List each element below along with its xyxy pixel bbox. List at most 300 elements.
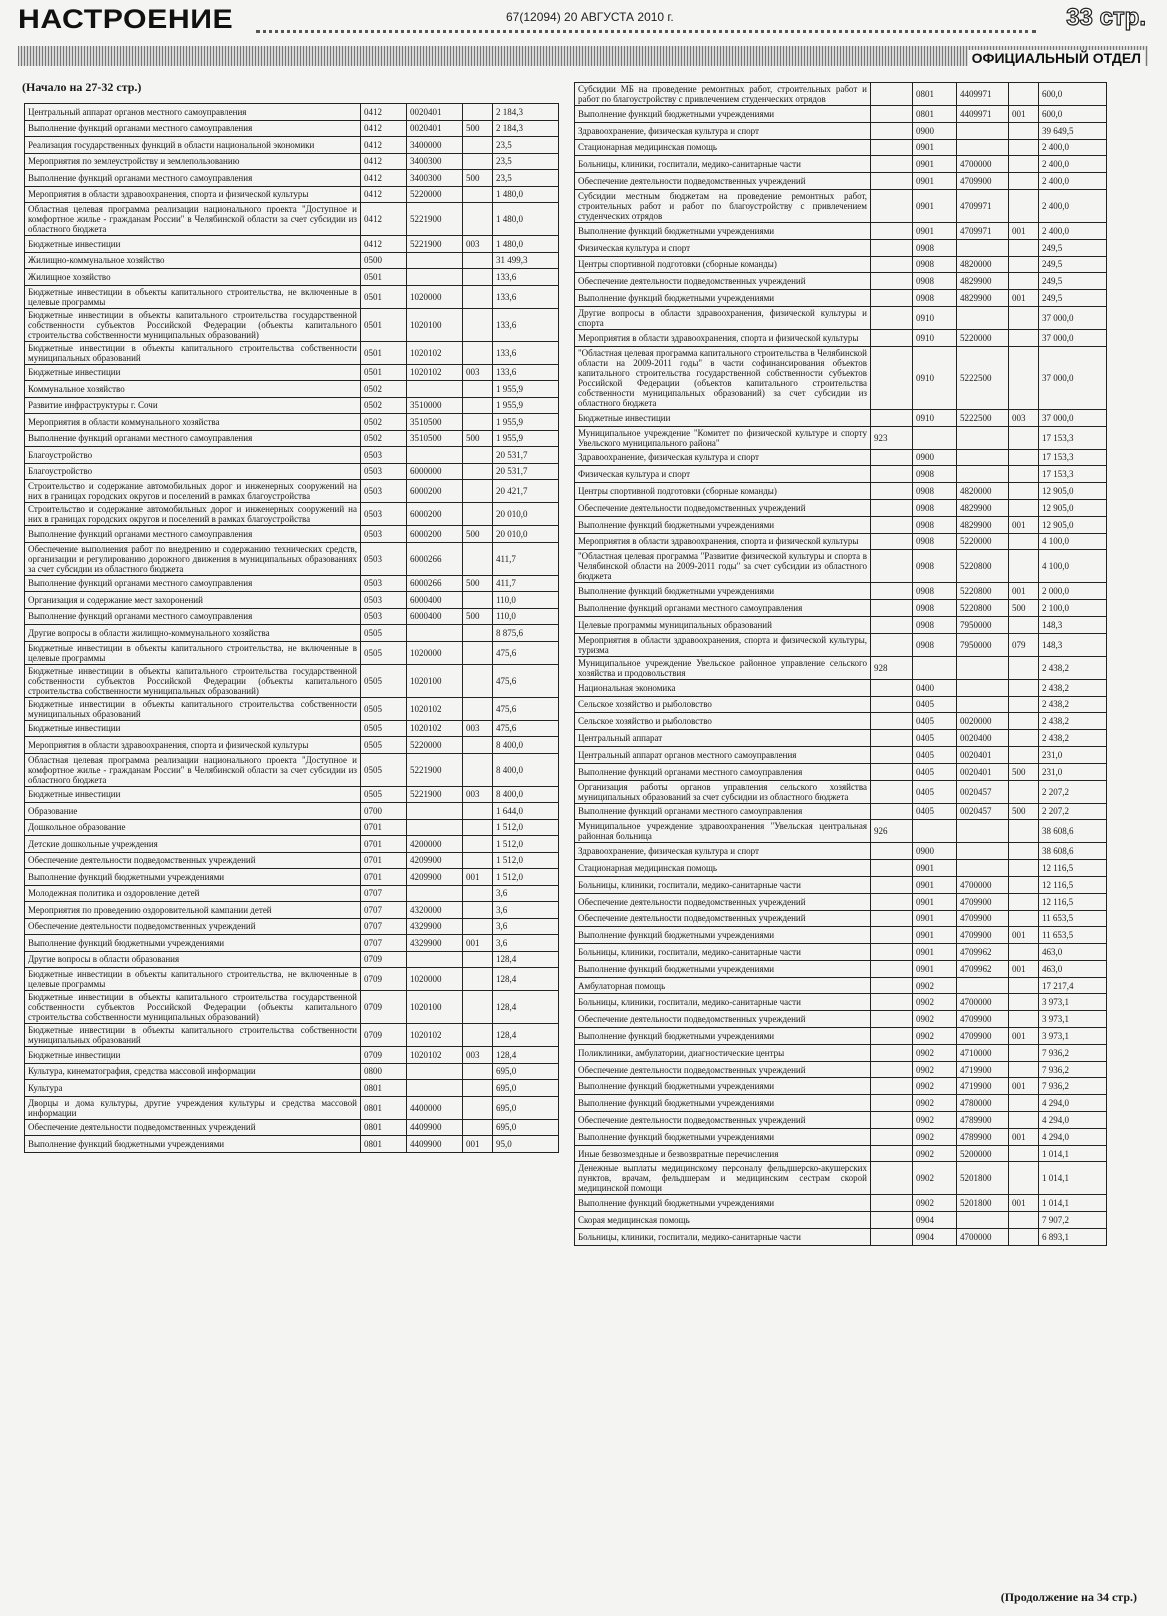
row-value: 0020401 [957, 746, 1009, 763]
row-value: 4789900 [957, 1112, 1009, 1129]
row-value: 0502 [361, 414, 407, 431]
row-value: 0405 [913, 713, 957, 730]
row-value: 0908 [913, 516, 957, 533]
table-row [25, 991, 559, 1024]
row-value [463, 1119, 493, 1136]
row-label: Бюджетные инвестиции в объекты капитального строительства государственной собственности субъектов Российской Федерации (объекты капитального строительства собственности муниципальных образований) [25, 991, 361, 1024]
row-value: 4700000 [957, 156, 1009, 173]
row-value: 500 [463, 170, 493, 187]
row-value [871, 803, 913, 820]
row-value: 695,0 [493, 1063, 559, 1080]
table-row [575, 1112, 1107, 1129]
row-value: 4409900 [407, 1136, 463, 1153]
row-value: 0020400 [957, 730, 1009, 747]
row-label: Благоустройство [25, 463, 361, 480]
row-label: Центральный аппарат [575, 730, 871, 747]
table-row [25, 381, 559, 398]
row-value [463, 269, 493, 286]
row-value: 2 438,2 [1039, 730, 1107, 747]
row-label: Выполнение функций бюджетными учреждениями [25, 1136, 361, 1153]
row-label: "Областная целевая программа "Развитие физической культуры и спорта в Челябинской области на 2009-2011 годы" за счет субсидии из областного бюджета [575, 550, 871, 583]
row-label: Строительство и содержание автомобильных дорог и инженерных сооружений на них в границах городских округов и поселений в рамках благоустройства [25, 503, 361, 526]
row-value: 17 153,3 [1039, 449, 1107, 466]
row-value: 0902 [913, 1078, 957, 1095]
row-label: Бюджетные инвестиции [25, 786, 361, 803]
row-value: 2 184,3 [493, 120, 559, 137]
row-value [871, 273, 913, 290]
row-value: 0901 [913, 173, 957, 190]
row-label: Больницы, клиники, госпитали, медико-санитарные части [575, 994, 871, 1011]
row-value: 1020102 [407, 341, 463, 364]
row-value [1009, 533, 1039, 550]
row-value: 133,6 [493, 364, 559, 381]
row-value: 4709900 [957, 1028, 1009, 1045]
row-value: 6000200 [407, 526, 463, 543]
row-value: 4329900 [407, 918, 463, 935]
row-value: 0501 [361, 341, 407, 364]
row-value: 0900 [913, 122, 957, 139]
row-value [957, 449, 1009, 466]
row-value: 923 [871, 426, 913, 449]
row-value [957, 656, 1009, 679]
row-value: 0412 [361, 120, 407, 137]
row-value: 0701 [361, 819, 407, 836]
row-value: 4789900 [957, 1128, 1009, 1145]
row-value: 0908 [913, 273, 957, 290]
row-value: 4709900 [957, 927, 1009, 944]
row-value [957, 139, 1009, 156]
row-value: 7950000 [957, 616, 1009, 633]
table-row [25, 364, 559, 381]
row-value: 475,6 [493, 641, 559, 664]
row-value [957, 122, 1009, 139]
row-value: 6000200 [407, 480, 463, 503]
row-value: 4709900 [957, 173, 1009, 190]
row-value: 1 955,9 [493, 414, 559, 431]
table-row [575, 977, 1107, 994]
row-value: 0405 [913, 696, 957, 713]
row-value: 2 438,2 [1039, 713, 1107, 730]
row-value [1009, 449, 1039, 466]
row-value: 6000266 [407, 542, 463, 575]
table-row [575, 730, 1107, 747]
row-value [463, 968, 493, 991]
row-value: 23,5 [493, 153, 559, 170]
row-value: 475,6 [493, 664, 559, 697]
table-row [575, 656, 1107, 679]
row-value: 4709900 [957, 910, 1009, 927]
row-label: Выполнение функций бюджетными учреждениями [25, 935, 361, 952]
table-row [575, 189, 1107, 222]
table-row [25, 397, 559, 414]
row-label: Молодежная политика и оздоровление детей [25, 885, 361, 902]
row-value: 3 973,1 [1039, 1028, 1107, 1045]
row-value: 0901 [913, 910, 957, 927]
row-value [1009, 1229, 1039, 1246]
row-value [871, 1145, 913, 1162]
row-value: 8 400,0 [493, 753, 559, 786]
row-label: Выполнение функций органами местного самоуправления [575, 600, 871, 617]
row-value: 001 [1009, 1195, 1039, 1212]
row-value [957, 696, 1009, 713]
row-value: 0904 [913, 1229, 957, 1246]
table-row [575, 550, 1107, 583]
table-row [575, 1145, 1107, 1162]
row-value [1009, 1112, 1039, 1129]
table-row [575, 1128, 1107, 1145]
row-value: 001 [463, 869, 493, 886]
row-label: Больницы, клиники, госпитали, медико-санитарные части [575, 1229, 871, 1246]
row-label: Выполнение функций бюджетными учреждениями [575, 1095, 871, 1112]
row-value [957, 820, 1009, 843]
row-label: Обеспечение деятельности подведомственных учреждений [25, 1119, 361, 1136]
row-value: 110,0 [493, 608, 559, 625]
row-label: Больницы, клиники, госпитали, медико-санитарные части [575, 944, 871, 961]
table-row [25, 968, 559, 991]
row-value: 695,0 [493, 1080, 559, 1097]
row-label: Обеспечение деятельности подведомственных учреждений [575, 893, 871, 910]
row-label: Организация работы органов управления сельского хозяйства муниципальных образований за счет субсидии из областного бюджета [575, 780, 871, 803]
row-value: 5221900 [407, 786, 463, 803]
row-value: 0902 [913, 1162, 957, 1195]
section-label: ОФИЦИАЛЬНЫЙ ОТДЕЛ [968, 50, 1145, 66]
row-value [463, 902, 493, 919]
row-label: Выполнение функций бюджетными учреждениями [575, 222, 871, 239]
row-value: 411,7 [493, 542, 559, 575]
table-row [575, 1061, 1107, 1078]
row-value [1009, 994, 1039, 1011]
row-label: Мероприятия в области здравоохранения, спорта и физической культуры [25, 737, 361, 754]
row-value [1009, 746, 1039, 763]
row-label: Другие вопросы в области здравоохранения, физической культуры и спорта [575, 306, 871, 329]
table-row [575, 173, 1107, 190]
row-value: 5220000 [407, 737, 463, 754]
row-value: 475,6 [493, 697, 559, 720]
row-value: 231,0 [1039, 763, 1107, 780]
row-value [871, 679, 913, 696]
row-value: 0503 [361, 592, 407, 609]
row-label: Мероприятия по проведению оздоровительной кампании детей [25, 902, 361, 919]
row-label: Обеспечение деятельности подведомственных учреждений [575, 1061, 871, 1078]
row-value: 2 400,0 [1039, 139, 1107, 156]
row-value: 0503 [361, 480, 407, 503]
row-value [1009, 1145, 1039, 1162]
row-value [463, 542, 493, 575]
table-row [25, 918, 559, 935]
row-value [463, 918, 493, 935]
row-value: 6000200 [407, 503, 463, 526]
row-label: Выполнение функций бюджетными учреждениями [575, 1195, 871, 1212]
row-value: 0503 [361, 463, 407, 480]
row-value: 0901 [913, 222, 957, 239]
table-row [25, 625, 559, 642]
row-value [463, 397, 493, 414]
row-value: 695,0 [493, 1119, 559, 1136]
row-value: 0500 [361, 252, 407, 269]
row-value: 3,6 [493, 935, 559, 952]
table-row [575, 1229, 1107, 1246]
table-row [25, 269, 559, 286]
row-value: 5222500 [957, 346, 1009, 409]
row-value: 0502 [361, 397, 407, 414]
row-value: 3510500 [407, 430, 463, 447]
row-value: 17 153,3 [1039, 426, 1107, 449]
row-value: 001 [1009, 290, 1039, 307]
row-value: 0412 [361, 203, 407, 236]
row-label: Культура, кинематография, средства массовой информации [25, 1063, 361, 1080]
row-value: 0901 [913, 189, 957, 222]
table-row [575, 466, 1107, 483]
row-value: 5220000 [407, 186, 463, 203]
table-row [575, 516, 1107, 533]
row-value: 0701 [361, 836, 407, 853]
row-value: 500 [463, 430, 493, 447]
row-value: 0902 [913, 1128, 957, 1145]
table-row [25, 720, 559, 737]
row-label: Субсидии МБ на проведение ремонтных работ, строительных работ и работ по благоустройству с привлечением студенческих отрядов [575, 83, 871, 106]
row-value [1009, 1095, 1039, 1112]
row-value [463, 625, 493, 642]
table-row [575, 616, 1107, 633]
row-value [871, 910, 913, 927]
row-label: Областная целевая программа реализации национального проекта "Доступное и комфортное жилье - гражданам России" в Челябинской области за счет субсидии из областного бюджета [25, 203, 361, 236]
row-value [871, 600, 913, 617]
row-value: 12 116,5 [1039, 860, 1107, 877]
row-value: 4209900 [407, 869, 463, 886]
row-value: 20 531,7 [493, 447, 559, 464]
row-value [871, 696, 913, 713]
table-row [575, 910, 1107, 927]
row-value: 600,0 [1039, 83, 1107, 106]
table-row [575, 1078, 1107, 1095]
row-value: 0020401 [407, 120, 463, 137]
row-label: Мероприятия по землеустройству и землепользованию [25, 153, 361, 170]
row-value: 4700000 [957, 994, 1009, 1011]
table-row [25, 902, 559, 919]
row-label: Целевые программы муниципальных образований [575, 616, 871, 633]
row-value: 1020000 [407, 641, 463, 664]
table-row [25, 447, 559, 464]
row-value: 0801 [913, 83, 957, 106]
table-row [575, 746, 1107, 763]
row-label: Бюджетные инвестиции в объекты капитального строительства государственной собственности субъектов Российской Федерации (объекты капитального строительства собственности муниципальных образований) [25, 308, 361, 341]
row-value [871, 1112, 913, 1129]
row-value: 7 907,2 [1039, 1212, 1107, 1229]
row-label: Выполнение функций бюджетными учреждениями [575, 927, 871, 944]
row-value: 3,6 [493, 885, 559, 902]
table-row [25, 1024, 559, 1047]
row-value [463, 885, 493, 902]
table-row [575, 763, 1107, 780]
row-label: Сельское хозяйство и рыболовство [575, 696, 871, 713]
row-value: 4709971 [957, 189, 1009, 222]
row-label: Обеспечение деятельности подведомственных учреждений [575, 273, 871, 290]
table-row [25, 836, 559, 853]
row-value [1009, 679, 1039, 696]
row-value: 0902 [913, 1011, 957, 1028]
row-value [871, 1128, 913, 1145]
row-value: 0902 [913, 1061, 957, 1078]
row-value [1009, 139, 1039, 156]
row-value: 12 905,0 [1039, 516, 1107, 533]
row-value: 1020102 [407, 697, 463, 720]
row-value: 1020102 [407, 1024, 463, 1047]
row-value: 133,6 [493, 269, 559, 286]
table-row [575, 346, 1107, 409]
row-value [871, 1212, 913, 1229]
row-value: 20 010,0 [493, 526, 559, 543]
row-value: 0900 [913, 843, 957, 860]
row-value [871, 516, 913, 533]
header-rule [256, 30, 1036, 33]
row-value: 001 [1009, 516, 1039, 533]
row-value [407, 447, 463, 464]
row-value: 0405 [913, 746, 957, 763]
row-value [871, 222, 913, 239]
row-value: 0901 [913, 139, 957, 156]
row-value: 475,6 [493, 720, 559, 737]
row-value [871, 256, 913, 273]
row-value [1009, 550, 1039, 583]
row-value: 0904 [913, 1212, 957, 1229]
table-row [25, 1047, 559, 1064]
table-row [575, 83, 1107, 106]
row-label: Муниципальное учреждение здравоохранения "Увельская центральная районная больница [575, 820, 871, 843]
table-row [25, 170, 559, 187]
row-value: 2 400,0 [1039, 189, 1107, 222]
table-row [25, 285, 559, 308]
row-value [463, 153, 493, 170]
row-value: 11 653,5 [1039, 927, 1107, 944]
row-value [871, 1011, 913, 1028]
row-value: 0902 [913, 1195, 957, 1212]
row-value [871, 1162, 913, 1195]
table-row [25, 203, 559, 236]
row-value: 3400000 [407, 137, 463, 154]
row-label: Больницы, клиники, госпитали, медико-санитарные части [575, 156, 871, 173]
row-label: Мероприятия в области здравоохранения, спорта и физической культуры, туризма [575, 633, 871, 656]
table-row [25, 542, 559, 575]
row-value: 4 100,0 [1039, 550, 1107, 583]
row-value [463, 803, 493, 820]
row-value: 12 116,5 [1039, 876, 1107, 893]
row-value [1009, 483, 1039, 500]
row-value [463, 381, 493, 398]
row-value: 0709 [361, 951, 407, 968]
row-value: 0020401 [407, 104, 463, 121]
row-value [871, 466, 913, 483]
row-label: Выполнение функций бюджетными учреждениями [575, 516, 871, 533]
row-value [871, 860, 913, 877]
row-value [871, 927, 913, 944]
row-label: Выполнение функций бюджетными учреждениями [575, 960, 871, 977]
row-value: 231,0 [1039, 746, 1107, 763]
row-label: Областная целевая программа реализации национального проекта "Доступное и комфортное жилье - гражданам России" в Челябинской области за счет субсидии из областного бюджета [25, 753, 361, 786]
row-value: 1 512,0 [493, 836, 559, 853]
row-value: 0501 [361, 285, 407, 308]
row-value [871, 239, 913, 256]
row-value: 600,0 [1039, 106, 1107, 123]
row-value [913, 820, 957, 843]
table-row [25, 697, 559, 720]
row-value: 4829900 [957, 273, 1009, 290]
row-value: 0503 [361, 542, 407, 575]
row-value: 4709900 [957, 1011, 1009, 1028]
row-value: 4709900 [957, 893, 1009, 910]
row-value [957, 306, 1009, 329]
row-value [871, 173, 913, 190]
table-row [25, 1119, 559, 1136]
row-value [1009, 273, 1039, 290]
row-value [463, 592, 493, 609]
row-value: 1 480,0 [493, 186, 559, 203]
row-value: 128,4 [493, 991, 559, 1024]
row-value: 0709 [361, 1047, 407, 1064]
row-value: 12 905,0 [1039, 483, 1107, 500]
table-row [25, 308, 559, 341]
row-value: 1020100 [407, 991, 463, 1024]
row-value [1009, 239, 1039, 256]
row-value [871, 616, 913, 633]
row-value: 1 480,0 [493, 236, 559, 253]
row-value: 3400300 [407, 170, 463, 187]
row-value [1009, 1061, 1039, 1078]
row-value [463, 697, 493, 720]
row-value: 5221900 [407, 753, 463, 786]
row-value: 0901 [913, 944, 957, 961]
row-value [871, 780, 913, 803]
row-label: Центральный аппарат органов местного самоуправления [25, 104, 361, 121]
row-value [407, 381, 463, 398]
row-value [871, 346, 913, 409]
row-value [463, 641, 493, 664]
row-value: 1 014,1 [1039, 1195, 1107, 1212]
row-value: 0503 [361, 526, 407, 543]
row-value: 6 893,1 [1039, 1229, 1107, 1246]
row-value [1009, 730, 1039, 747]
row-value: 1 014,1 [1039, 1145, 1107, 1162]
row-value: 500 [1009, 600, 1039, 617]
table-row [25, 1063, 559, 1080]
row-value: 5221900 [407, 203, 463, 236]
table-row [575, 600, 1107, 617]
row-value: 5200000 [957, 1145, 1009, 1162]
row-value: 7 936,2 [1039, 1061, 1107, 1078]
table-row [25, 120, 559, 137]
row-value: 0707 [361, 918, 407, 935]
row-value: 0400 [913, 679, 957, 696]
row-value [463, 503, 493, 526]
row-label: Мероприятия в области коммунального хозяйства [25, 414, 361, 431]
row-value: 0908 [913, 616, 957, 633]
row-value: 37 000,0 [1039, 329, 1107, 346]
table-row [25, 252, 559, 269]
row-value: 0502 [361, 381, 407, 398]
row-value: 0902 [913, 1112, 957, 1129]
row-value [1009, 780, 1039, 803]
row-label: Стационарная медицинская помощь [575, 139, 871, 156]
row-value: 0700 [361, 803, 407, 820]
row-label: Скорая медицинская помощь [575, 1212, 871, 1229]
row-value [871, 1078, 913, 1095]
row-label: Физическая культура и спорт [575, 239, 871, 256]
row-value [871, 746, 913, 763]
row-value [1009, 426, 1039, 449]
row-value: 249,5 [1039, 290, 1107, 307]
row-label: Здравоохранение, физическая культура и спорт [575, 449, 871, 466]
row-value: 003 [463, 720, 493, 737]
row-value [463, 1024, 493, 1047]
